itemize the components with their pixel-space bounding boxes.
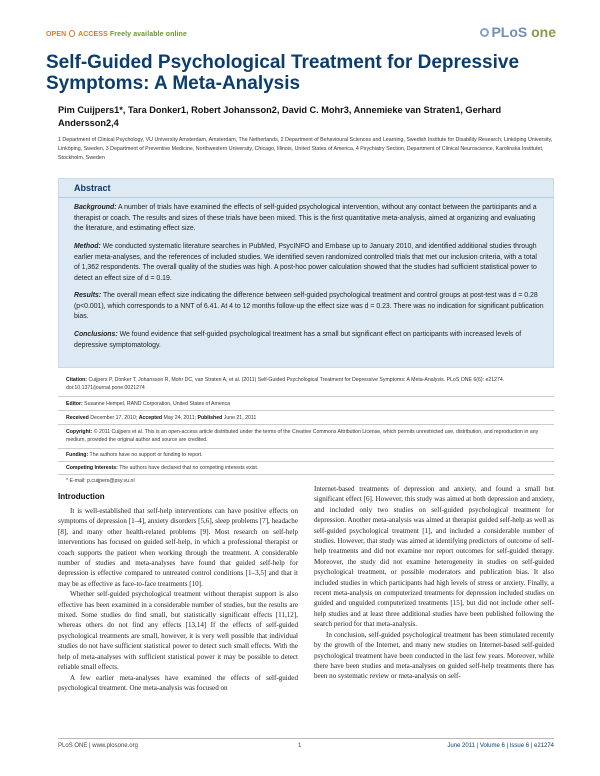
competing-label: Competing Interests:	[66, 465, 118, 471]
copyright	[66, 428, 546, 444]
abstract-background	[74, 203, 544, 235]
dates	[66, 414, 546, 422]
funding-label: Funding:	[66, 452, 89, 458]
meta-divider	[58, 424, 554, 425]
received-date: December 17, 2010;	[90, 415, 138, 421]
paragraph: A few earlier meta-analyses have examined the effects of self-guided psychological treatment. One meta-analysis was focused on	[58, 673, 298, 692]
competing-text: The authors have declared that no competing interests exist.	[119, 465, 259, 471]
method-text: We conducted systematic literature searches in PubMed, PsycINFO and Embase up to January 2010, and identified additional studies through earlier meta-analyses, and the references of included studies. We identified seven randomized controlled trials that met our inclusion criteria, with a total of 1,362 respondents. The overall quality of the studies was high. A post-hoc power calculation showed that the studies had sufficient statistical power to detect an effect size of d = 0.19.	[74, 243, 537, 282]
published-label: Published	[197, 415, 223, 421]
conclusions-text: We found evidence that self-guided psychological treatment has a small but significant effect on participants with increased levels of depressive symptomatology.	[74, 331, 522, 349]
accepted-date: May 24, 2011;	[163, 415, 197, 421]
abstract-conclusions	[74, 330, 544, 351]
paragraph: Whether self-guided psychological treatment without therapist support is also effective has been examined in a considerable number of studies, but the results are mixed. Some studies do find small, but statistically significant effects [11,12], whereas others do not find any effects [13,14] If the effects of self-guided psychological treatments are small, however, it is very well possible that individual studies do not have sufficient statistical power to detect such small effects. With the help of meta-analyses with sufficient statistical power it may be possible to detect reliable small effects.	[58, 590, 298, 672]
results-text: The overall mean effect size indicating the difference between self-guided psychological treatment and control groups at post-test was d = 0.28 (p<0.001), which corresponds to a NNT of 6.41. At 4 to 12 months follow-up the effect size was d = 0.23. There was no indication for significant publication bias.	[74, 292, 544, 320]
conclusions-label: Conclusions:	[74, 331, 118, 338]
paragraph: Internet-based treatments of depression and anxiety, and found a small but significant effect [6]. However, this study was aimed at both depression and anxiety, and included only two studies on self-guided psychological treatment for depression. Another meta-analysis was aimed at therapist guided self-help as well as self-guided psychological treatment [1], and included a considerable number of studies. However, that study was aimed at identifying predictors of outcome of self-help treatments and did not examine nor report outcomes for self-guided therapy. Moreover, the study did not examine heterogeneity in studies on self-guided psychological treatment, or possible moderators and publication bias. It also included studies in which participants had high levels of stress or anxiety. Finally, a recent meta-analysis on computerized treatments for depression included studies on guided and unguided computerized treatments [15], but did not include other self-help studies and at least three additional studies have been published following the search period for that meta-analysis.	[314, 485, 554, 629]
meta-divider	[58, 396, 554, 397]
editor	[66, 400, 546, 408]
citation-label: Citation:	[66, 377, 88, 383]
plos-logo-icon	[480, 28, 489, 37]
page-footer	[58, 738, 554, 749]
competing-interests	[66, 464, 546, 472]
background-text: A number of trials have examined the effects of self-guided psychological intervention, without any contact between the participants and a therapist or coach. The results and sizes of these trials have been mixed. This is the first quantitative meta-analysis, aimed at organizing and evaluating the literature, and estimating effect size.	[74, 204, 537, 232]
body-left-column	[58, 506, 298, 693]
received-label: Received	[66, 415, 89, 421]
meta-divider	[58, 461, 554, 462]
footer-issue: June 2011 | Volume 6 | Issue 6 | e21274	[447, 743, 554, 749]
meta-divider	[58, 474, 554, 475]
results-label: Results:	[74, 292, 102, 299]
introduction-heading: Introduction	[58, 492, 105, 501]
logo-one-text: one	[531, 24, 556, 40]
abstract-results	[74, 291, 544, 323]
affiliations: 1 Department of Clinical Psychology, VU University Amsterdam, Amsterdam, The Netherlands, 2 Department of Behavioural Sciences and Learning, Swedish Institute for Disability Research, Linköping University, Linköping, Sweden, 3 Department of Preventive Medicine, Northwestern University, Chicago, Illinois, United States of America, 4 Psychiatry Section, Department of Clinical Neuroscience, Karolinska Institutet, Stockholm, Sweden	[58, 137, 553, 161]
access-label: ACCESS	[78, 31, 108, 38]
published-date: June 21, 2011	[223, 415, 257, 421]
paper-title: Self-Guided Psychological Treatment for Depressive Symptoms: A Meta-Analysis	[46, 52, 520, 94]
funding-text: The authors have no support or funding to report.	[89, 452, 203, 458]
accepted-label: Accepted	[138, 415, 163, 421]
plos-one-logo	[480, 24, 556, 40]
author-list: Pim Cuijpers1*, Tara Donker1, Robert Johansson2, David C. Mohr3, Annemieke van Straten1, Gerhard Andersson2,4	[58, 105, 502, 128]
corresponding-email: * E-mail: p.cuijpers@psy.vu.nl	[66, 478, 135, 484]
paragraph: In conclusion, self-guided psychological treatment has been stimulated recently by the growth of the Internet, and many new studies on Internet-based self-guided psychological treatment have been conducted in the last few years. Moreover, while there have been studies and meta-analyses on guided self-help treatments there has been no systematic review or meta-analysis on self-	[314, 630, 554, 681]
body-right-column	[314, 484, 554, 682]
abstract-divider	[58, 197, 554, 198]
paragraph: It is well-established that self-help interventions can have positive effects on symptoms of depression [1–4], anxiety disorders [5,6], sleep problems [7], headache [8], and many other health-related problems [9]. Most research on self-help interventions has focused on guided self-help, in which a professional therapist or coach supports the patient when working through the treatment. A considerable number of studies and meta-analyses have found that guided self-help for depression is effective compared to untreated control conditions [1–3,5] and that it may be as effective as face-to-face treatments [10].	[58, 507, 298, 588]
logo-plos-text: PLoS	[491, 24, 528, 40]
meta-divider	[58, 448, 554, 449]
method-label: Method:	[74, 243, 101, 250]
citation	[66, 376, 546, 392]
page-number: 1	[298, 743, 302, 749]
abstract-heading: Abstract	[74, 183, 111, 193]
footer-journal: PLoS ONE | www.plosone.org	[58, 743, 138, 749]
funding	[66, 451, 546, 459]
lock-icon	[69, 30, 75, 37]
open-access-badge	[46, 30, 187, 38]
copyright-label: Copyright:	[66, 429, 93, 435]
meta-divider	[58, 410, 554, 411]
copyright-text: © 2011 Cuijpers et al. This is an open-access article distributed under the terms of the Creative Commons Attribution License, which permits unrestricted use, distribution, and reproduction in any medium, provided the original author and source are credited.	[66, 429, 539, 443]
citation-text: Cuijpers P, Donker T, Johansson R, Mohr DC, van Straten A, et al. (2011) Self-Guided Psychological Treatment for Depressive Symptoms: A Meta-Analysis. PLoS ONE 6(6): e21274. doi:10.1371/journal.pone.0021274	[66, 377, 505, 391]
open-label: OPEN	[46, 31, 67, 38]
editor-text: Susanne Hempel, RAND Corporation, United States of America	[84, 401, 231, 407]
freely-available-label: Freely available online	[109, 31, 187, 38]
abstract-method	[74, 242, 544, 284]
editor-label: Editor:	[66, 401, 83, 407]
background-label: Background:	[74, 204, 117, 211]
